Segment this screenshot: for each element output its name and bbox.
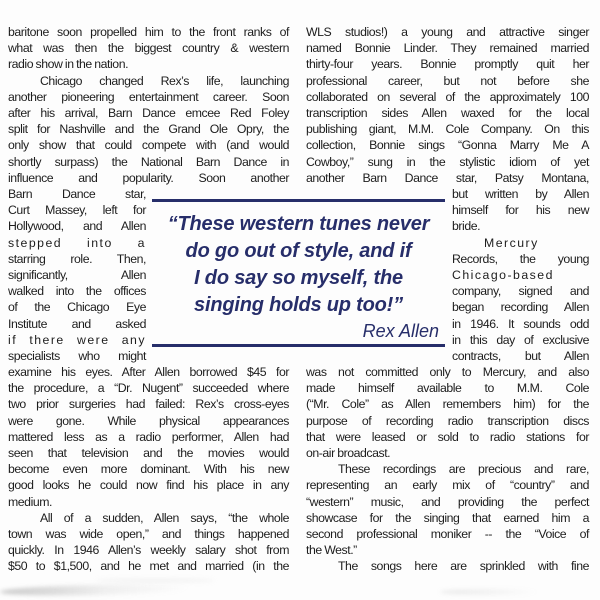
text-line: “These western tunes never	[167, 213, 430, 235]
pull-quote-top-rule	[152, 199, 445, 202]
scan-artifact	[95, 578, 215, 583]
right-column-narrow-block	[452, 186, 589, 364]
text-line: specialists who might	[8, 349, 146, 364]
text-line: began recording Allen	[452, 300, 589, 315]
text-line: $50 to $1,500, and he met and married (in the	[8, 559, 289, 574]
text-line: bride.	[452, 219, 481, 234]
text-line: Chicago-based	[452, 268, 554, 283]
pull-quote-attribution: Rex Allen	[362, 321, 439, 341]
text-line: purpose of recording radio transcription discs	[306, 413, 589, 428]
text-line: walked into the offices	[8, 284, 146, 299]
text-line: on-air broadcast.	[306, 446, 391, 461]
text-line: significantly, Allen	[8, 268, 146, 283]
text-line: only show that could compete with (and would	[8, 138, 289, 153]
text-line: medium.	[8, 494, 53, 509]
text-line: publishing giant, M.M. Cole Company. On this	[306, 122, 589, 137]
text-line: good looks he could now find his place in any	[8, 478, 289, 493]
text-line: second professional moniker -- the “Voice of	[306, 527, 589, 542]
text-line: town was wide open,” and things happened	[8, 527, 289, 542]
text-line: baritone soon propelled him to the front ranks of	[8, 25, 289, 39]
text-line: Hollywood, and Allen	[8, 219, 146, 234]
text-line: the West.”	[306, 543, 357, 558]
text-line: collaborated on several of the approximately 100	[306, 89, 589, 104]
text-line: examine his eyes. After Allen borrowed $45 for	[8, 365, 289, 379]
text-line: the procedure, a “Dr. Nugent” succeeded where	[8, 381, 289, 396]
text-line: stepped into a	[8, 235, 146, 250]
text-line: Institute and asked	[8, 316, 146, 331]
text-line: WLS studios!) a young and attractive singer	[306, 25, 589, 39]
text-line: but written by Allen	[452, 187, 589, 201]
text-line: These recordings are precious and rare,	[338, 462, 589, 477]
text-line: “western” music, and providing the perfect	[306, 494, 589, 509]
text-line: in 1946. It sounds odd	[452, 316, 589, 331]
text-line: quickly. In 1946 Allen’s weekly salary shot from	[8, 543, 289, 558]
text-line: representing an early mix of “country” and	[306, 478, 589, 493]
text-line: All of a sudden, Allen says, “the whole	[40, 510, 289, 525]
text-line: thirty-four years. Bonnie promptly quit her	[306, 57, 589, 72]
scan-artifact	[440, 589, 540, 595]
text-line: (“Mr. Cole” as Allen remembers him) for the	[306, 397, 589, 412]
text-line: split for Nashville and the Grand Ole Opry, the	[8, 122, 289, 137]
text-line: transcription sides Allen waxed for the local	[306, 106, 589, 121]
text-line: Records, the young	[452, 251, 589, 266]
text-line: made himself available to M.M. Cole	[306, 381, 589, 396]
text-line: do go out of style, and if	[185, 240, 412, 262]
text-line: collection, Bonnie sings “Gonna Marry Me A	[306, 138, 589, 153]
text-line: showcase for the singing that earned him a	[306, 510, 589, 525]
text-line: starring role. Then,	[8, 251, 146, 266]
text-line: Curt Massey, left for	[8, 203, 146, 218]
pull-quote-bottom-rule	[152, 344, 445, 347]
left-column-narrow-block	[8, 186, 146, 364]
text-line: after his arrival, Barn Dance emcee Red Foley	[8, 106, 289, 121]
text-line: if there were any	[8, 332, 146, 347]
text-line: of the Chicago Eye	[8, 300, 146, 315]
left-column-bottom-block	[8, 364, 289, 575]
pull-quote	[152, 199, 445, 347]
text-line: another pioneering entertainment career. Soon	[8, 89, 289, 104]
text-line: was not committed only to Mercury, and also	[306, 365, 589, 379]
text-line: Cowboy,” sung in the stylistic idiom of yet	[306, 154, 589, 169]
text-line: seen that television and the movies would	[8, 446, 289, 461]
text-line: Chicago changed Rex’s life, launching	[40, 73, 289, 88]
text-line: influence and popularity. Soon another	[8, 170, 289, 185]
left-column-top-block	[8, 24, 289, 186]
text-line: professional career, but not before she	[306, 73, 589, 88]
text-line: shortly surpass) the National Barn Dance in	[8, 154, 289, 169]
text-line: Mercury	[484, 235, 539, 250]
text-line: what was then the biggest country & western	[8, 41, 289, 56]
pull-quote-text	[152, 211, 445, 319]
text-line: The songs here are sprinkled with fine	[338, 559, 589, 574]
text-line: contracts, but Allen	[452, 349, 589, 364]
text-line: in this day of exclusive	[452, 332, 589, 347]
scan-artifact	[0, 583, 190, 597]
text-line: mattered less as a radio performer, Allen had	[8, 429, 289, 444]
text-line: radio show in the nation.	[8, 57, 129, 72]
text-line: singing holds up too!”	[194, 294, 403, 316]
text-line: I do say so myself, the	[194, 267, 403, 289]
text-line: that were leased or sold to radio stations for	[306, 429, 589, 444]
text-line: become even more dominant. With his new	[8, 462, 289, 477]
text-line: himself for his new	[452, 203, 589, 218]
right-column-bottom-block	[306, 364, 589, 575]
text-line: two prior surgeries had failed: Rex’s cross-eyes	[8, 397, 289, 412]
text-line: company, signed and	[452, 284, 589, 299]
right-column-top-block	[306, 24, 589, 186]
text-line: were gone. While physical appearances	[8, 413, 289, 428]
text-line: named Bonnie Linder. They remained married	[306, 41, 589, 56]
text-line: Barn Dance star,	[8, 187, 146, 201]
text-line: another Barn Dance star, Patsy Montana,	[306, 170, 589, 185]
